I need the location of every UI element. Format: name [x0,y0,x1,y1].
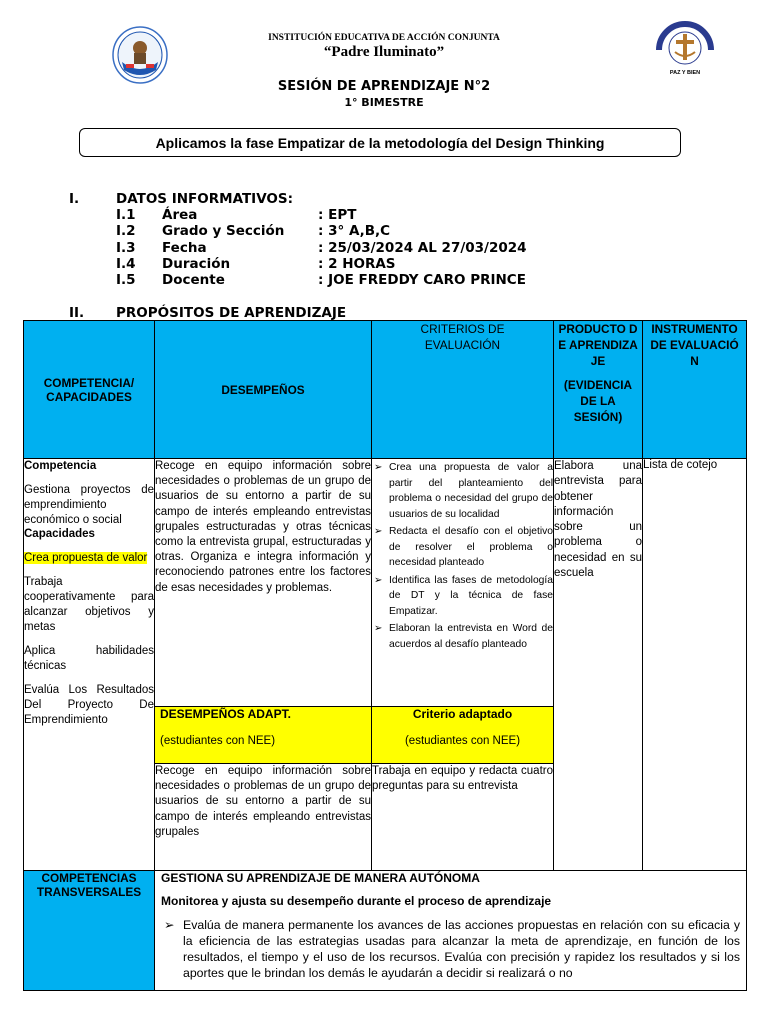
datos-list [116,207,576,288]
datos-row-label: Grado y Sección [162,223,285,240]
bimester: 1° BIMESTRE [344,96,424,109]
desempeno-adapt-title: DESEMPEÑOS ADAPT. [160,707,291,721]
header-instrumento-label: INSTRUMENTO DE EVALUACIÓN [650,322,739,368]
school-name: “Padre Iluminato” [323,44,445,60]
criterios-cell [372,459,554,707]
header-instrumento [643,321,747,459]
header-competencia [24,321,155,459]
criterio-adapt-header [372,707,554,764]
transversales-bullet-text: Evalúa de manera permanente los avances de las acciones propuestas en relación con su eficacia y la eficiencia de las estrategias usadas para alcanzar la meta de aprendizaje, en función de los resultados, el tiempo y el uso de los recursos. Evalúa con precisión y rapidez los resultados y si los aportes que le brindan los demás le ayudarán a decidir si realizará o no [183,918,740,980]
datos-num: I. [69,191,80,207]
datos-row-num: I.2 [116,223,136,240]
franciscan-logo-motto: PAZ Y BIEN [669,70,701,76]
header-producto [554,321,643,459]
desempeno-adapt-cell [155,764,372,871]
criterio-item: ➢ Elaboran la entrevista en Word de acuerdos al desafío planteado [374,623,553,650]
bullet-arrow-icon: ➢ [164,918,175,932]
capacidades-label: Capacidades [24,528,95,540]
transversales-subtitle: Monitorea y ajusta su desempeño durante el proceso de aprendizaje [161,894,552,908]
criterio-text: Identifica las fases de metodología de DT y la técnica de fase Empatizar. [389,574,553,617]
capacidad-item: Aplica habilidades técnicas [24,645,154,672]
datos-row-label: Fecha [162,239,207,256]
competencia-text: Gestiona proyectos de emprendimiento económico o social [24,484,154,526]
header-desempenos-label: DESEMPEÑOS [221,382,305,397]
lesson-title: Aplicamos la fase Empatizar de la metodología del Design Thinking [79,128,681,157]
datos-row-num: I.1 [116,207,136,223]
datos-row [116,223,576,239]
competencia-cell [24,459,155,871]
datos-row-num: I.4 [116,255,136,272]
producto-text: Elabora una entrevista para obtener información sobre un problema o necesidad en su escuela [554,460,642,580]
datos-row-label: Docente [162,272,225,289]
header-desempenos [155,321,372,459]
header-producto-sub: (EVIDENCIA DE LA SESIÓN) [563,378,633,424]
criterio-text: Redacta el desafío con el objetivo de resolver el problema o necesidad planteado [389,526,553,568]
table-row [24,459,747,707]
institution-name: INSTITUCIÓN EDUCATIVA DE ACCIÓN CONJUNTA [268,33,500,43]
desempeno-cell [155,459,372,707]
transversales-bullet [161,917,740,981]
datos-row-value: : 3° A,B,C [318,223,391,240]
header-criterios [372,321,554,459]
transversales-title: GESTIONA SU APRENDIZAJE DE MANERA AUTÓNOMA [161,871,480,885]
session-title: SESIÓN DE APRENDIZAJE N°2 [277,79,491,94]
header-competencia-label: COMPETENCIA/ CAPACIDADES [43,375,135,404]
datos-row [116,207,576,223]
capacidad-item: Evalúa Los Resultados Del Proyecto De Emprendimiento [24,684,154,726]
datos-row-value: : JOE FREDDY CARO PRINCE [318,272,526,289]
criterio-item: ➢ Identifica las fases de metodología de DT y la técnica de fase Empatizar. [374,574,553,617]
propositos-heading: PROPÓSITOS DE APRENDIZAJE [116,305,347,321]
desempeno-adapt-text: Recoge en equipo información sobre necesidades o problemas de un grupo de usuarios de su entorno a partir de su campo de interés empleando entrevistas grupales [155,765,371,838]
datos-row-value: : 2 HORAS [318,255,396,272]
datos-row-label: Área [162,207,198,223]
propositos-table [23,320,747,991]
competencia-label: Competencia [24,460,97,472]
propositos-num: II. [69,305,85,321]
datos-row [116,272,576,288]
table-row-transversales [24,871,747,991]
datos-heading: DATOS INFORMATIVOS: [116,191,294,207]
datos-row [116,256,576,272]
header-criterios-label: CRITERIOS DE EVALUACIÓN [420,322,505,352]
datos-row [116,240,576,256]
header-producto-label: PRODUCTO DE APRENDIZAJE [558,322,638,368]
criterio-text: Elaboran la entrevista en Word de acuerdos al desafío planteado [389,623,553,650]
datos-row-num: I.3 [116,239,136,256]
datos-row-value: : 25/03/2024 AL 27/03/2024 [318,239,527,256]
desempeno-adapt-sub: (estudiantes con NEE) [160,735,276,747]
desempeno-adapt-header [155,707,372,764]
criterio-text: Crea una propuesta de valor a partir del planteamiento del problema o necesidad del grupo de usuarios de su localidad [389,462,553,520]
instrumento-text: Lista de cotejo [643,459,718,471]
instrumento-cell [643,459,747,871]
criterio-item: ➢ Crea una propuesta de valor a partir del planteamiento del problema o necesidad del grupo de usuarios de su localidad [374,462,553,520]
criterio-item: ➢ Redacta el desafío con el objetivo de resolver el problema o necesidad planteado [374,526,553,568]
capacidad-item: Trabaja cooperativamente para alcanzar objetivos y metas [24,576,154,633]
datos-row-label: Duración [162,255,231,272]
table-header-row [24,321,747,459]
producto-cell [554,459,643,871]
criterio-adapt-sub: (estudiantes con NEE) [404,735,521,747]
criterio-adapt-cell [372,764,554,871]
transversales-label-cell [24,871,155,991]
transversales-label: COMPETENCIAS TRANSVERSALES [36,871,142,899]
datos-row-value: : EPT [318,207,357,223]
desempeno-text: Recoge en equipo información sobre necesidades o problemas de un grupo de usuarios de su entorno a partir de su campo de interés empleando entrevistas grupales estructuradas y otras técnicas como la entrevista grupal, estructuradas y otras. Organiza e integra información y reconociendo patrones entre los factores de esas necesidades y problemas. [155,460,371,594]
datos-row-num: I.5 [116,272,136,289]
capacidad-item: Crea propuesta de valor [24,552,148,564]
criterio-adapt-text: Trabaja en equipo y redacta cuatro preguntas para su entrevista [372,765,553,793]
criterio-adapt-title: Criterio adaptado [412,707,513,721]
transversales-cell [155,871,747,991]
